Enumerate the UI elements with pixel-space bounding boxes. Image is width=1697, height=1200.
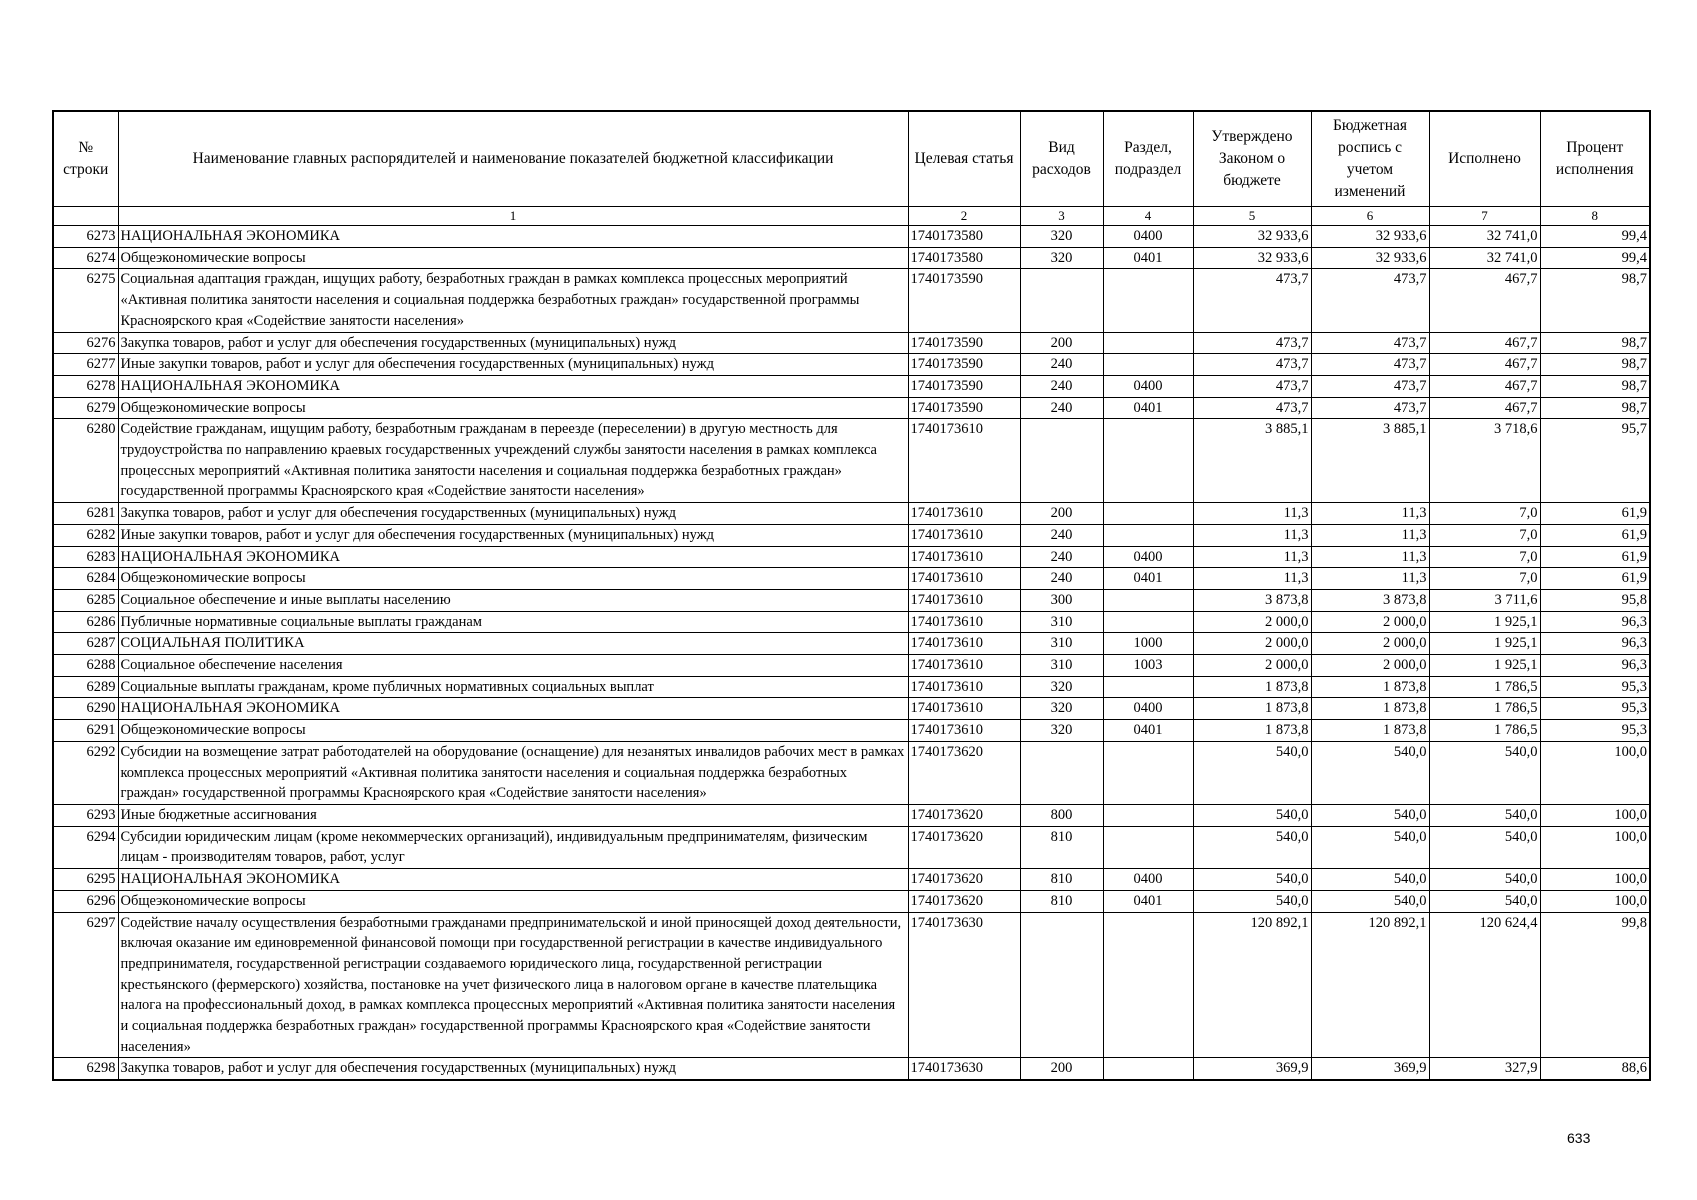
row-number-cell: 6280 xyxy=(53,419,118,503)
row-name-cell: НАЦИОНАЛЬНАЯ ЭКОНОМИКА xyxy=(118,698,908,720)
executed-value-cell: 1 786,5 xyxy=(1429,720,1540,742)
percent-value-cell: 95,3 xyxy=(1540,720,1650,742)
schedule-value-cell: 2 000,0 xyxy=(1311,611,1429,633)
target-article-cell: 1740173620 xyxy=(908,741,1020,804)
row-name-cell: Иные бюджетные ассигнования xyxy=(118,804,908,826)
table-row xyxy=(53,890,1650,912)
header-approved: Утверждено Законом о бюджете xyxy=(1193,111,1311,207)
row-number-cell: 6291 xyxy=(53,720,118,742)
approved-value-cell: 473,7 xyxy=(1193,375,1311,397)
target-article-cell: 1740173610 xyxy=(908,698,1020,720)
row-number-cell: 6290 xyxy=(53,698,118,720)
expense-type-cell: 320 xyxy=(1020,247,1103,269)
executed-value-cell: 1 786,5 xyxy=(1429,676,1540,698)
table-row xyxy=(53,633,1650,655)
schedule-value-cell: 473,7 xyxy=(1311,375,1429,397)
header-name: Наименование главных распорядителей и наименование показателей бюджетной классификации xyxy=(118,111,908,207)
section-cell xyxy=(1103,912,1193,1058)
section-cell xyxy=(1103,676,1193,698)
percent-value-cell: 100,0 xyxy=(1540,890,1650,912)
percent-value-cell: 100,0 xyxy=(1540,804,1650,826)
executed-value-cell: 540,0 xyxy=(1429,826,1540,868)
expense-type-cell xyxy=(1020,419,1103,503)
table-body xyxy=(53,226,1650,1081)
row-name-cell: Субсидии юридическим лицам (кроме некоммерческих организаций), индивидуальным предпринимателям, физическим лицам - производителям товаров, работ, услуг xyxy=(118,826,908,868)
target-article-cell: 1740173610 xyxy=(908,524,1020,546)
section-cell xyxy=(1103,269,1193,332)
executed-value-cell: 1 925,1 xyxy=(1429,611,1540,633)
section-cell: 0400 xyxy=(1103,226,1193,248)
executed-value-cell: 467,7 xyxy=(1429,397,1540,419)
section-cell xyxy=(1103,419,1193,503)
percent-value-cell: 96,3 xyxy=(1540,655,1650,677)
row-number-cell: 6278 xyxy=(53,375,118,397)
table-row xyxy=(53,568,1650,590)
approved-value-cell: 32 933,6 xyxy=(1193,226,1311,248)
target-article-cell: 1740173610 xyxy=(908,633,1020,655)
colnum-8: 8 xyxy=(1540,207,1650,226)
approved-value-cell: 2 000,0 xyxy=(1193,633,1311,655)
expense-type-cell: 200 xyxy=(1020,1058,1103,1080)
approved-value-cell: 2 000,0 xyxy=(1193,655,1311,677)
executed-value-cell: 540,0 xyxy=(1429,869,1540,891)
section-cell: 1000 xyxy=(1103,633,1193,655)
target-article-cell: 1740173630 xyxy=(908,1058,1020,1080)
schedule-value-cell: 540,0 xyxy=(1311,741,1429,804)
section-cell xyxy=(1103,741,1193,804)
approved-value-cell: 473,7 xyxy=(1193,269,1311,332)
target-article-cell: 1740173590 xyxy=(908,332,1020,354)
table-row xyxy=(53,804,1650,826)
expense-type-cell: 810 xyxy=(1020,890,1103,912)
section-cell xyxy=(1103,589,1193,611)
row-name-cell: Общеэкономические вопросы xyxy=(118,890,908,912)
table-header-row xyxy=(53,111,1650,207)
schedule-value-cell: 11,3 xyxy=(1311,546,1429,568)
row-number-cell: 6298 xyxy=(53,1058,118,1080)
approved-value-cell: 1 873,8 xyxy=(1193,720,1311,742)
row-name-cell: Иные закупки товаров, работ и услуг для обеспечения государственных (муниципальных) нужд xyxy=(118,524,908,546)
target-article-cell: 1740173620 xyxy=(908,826,1020,868)
header-budget-schedule: Бюджетная роспись с учетом изменений xyxy=(1311,111,1429,207)
target-article-cell: 1740173620 xyxy=(908,869,1020,891)
target-article-cell: 1740173610 xyxy=(908,419,1020,503)
target-article-cell: 1740173610 xyxy=(908,655,1020,677)
row-number-cell: 6297 xyxy=(53,912,118,1058)
percent-value-cell: 99,4 xyxy=(1540,247,1650,269)
table-row xyxy=(53,589,1650,611)
percent-value-cell: 61,9 xyxy=(1540,503,1650,525)
schedule-value-cell: 1 873,8 xyxy=(1311,676,1429,698)
executed-value-cell: 540,0 xyxy=(1429,890,1540,912)
row-number-cell: 6292 xyxy=(53,741,118,804)
expense-type-cell: 810 xyxy=(1020,826,1103,868)
colnum-3: 3 xyxy=(1020,207,1103,226)
approved-value-cell: 540,0 xyxy=(1193,804,1311,826)
section-cell xyxy=(1103,611,1193,633)
schedule-value-cell: 540,0 xyxy=(1311,804,1429,826)
page-number: 633 xyxy=(1567,1130,1591,1146)
expense-type-cell: 320 xyxy=(1020,226,1103,248)
expense-type-cell: 240 xyxy=(1020,524,1103,546)
row-number-cell: 6293 xyxy=(53,804,118,826)
schedule-value-cell: 11,3 xyxy=(1311,524,1429,546)
schedule-value-cell: 473,7 xyxy=(1311,332,1429,354)
approved-value-cell: 11,3 xyxy=(1193,524,1311,546)
colnum-5: 5 xyxy=(1193,207,1311,226)
row-name-cell: Общеэкономические вопросы xyxy=(118,397,908,419)
row-name-cell: Иные закупки товаров, работ и услуг для обеспечения государственных (муниципальных) нужд xyxy=(118,354,908,376)
section-cell: 0400 xyxy=(1103,546,1193,568)
expense-type-cell: 300 xyxy=(1020,589,1103,611)
table-row xyxy=(53,869,1650,891)
colnum-7: 7 xyxy=(1429,207,1540,226)
colnum-0 xyxy=(53,207,118,226)
table-row xyxy=(53,354,1650,376)
target-article-cell: 1740173590 xyxy=(908,375,1020,397)
approved-value-cell: 11,3 xyxy=(1193,503,1311,525)
expense-type-cell: 200 xyxy=(1020,332,1103,354)
approved-value-cell: 3 885,1 xyxy=(1193,419,1311,503)
target-article-cell: 1740173630 xyxy=(908,912,1020,1058)
table-row xyxy=(53,247,1650,269)
row-name-cell: Общеэкономические вопросы xyxy=(118,720,908,742)
row-name-cell: НАЦИОНАЛЬНАЯ ЭКОНОМИКА xyxy=(118,869,908,891)
executed-value-cell: 7,0 xyxy=(1429,568,1540,590)
section-cell: 0400 xyxy=(1103,698,1193,720)
header-executed: Исполнено xyxy=(1429,111,1540,207)
target-article-cell: 1740173620 xyxy=(908,890,1020,912)
expense-type-cell: 240 xyxy=(1020,568,1103,590)
row-name-cell: Социальные выплаты гражданам, кроме публичных нормативных социальных выплат xyxy=(118,676,908,698)
approved-value-cell: 32 933,6 xyxy=(1193,247,1311,269)
percent-value-cell: 98,7 xyxy=(1540,354,1650,376)
colnum-4: 4 xyxy=(1103,207,1193,226)
table-row xyxy=(53,826,1650,868)
row-name-cell: Социальная адаптация граждан, ищущих работу, безработных граждан в рамках комплекса процессных мероприятий «Активная политика занятости населения и социальная поддержка безработных граждан» государственной программы Красноярского края «Содействие занятости населения» xyxy=(118,269,908,332)
approved-value-cell: 473,7 xyxy=(1193,332,1311,354)
expense-type-cell xyxy=(1020,912,1103,1058)
expense-type-cell: 310 xyxy=(1020,655,1103,677)
expense-type-cell: 240 xyxy=(1020,375,1103,397)
row-number-cell: 6279 xyxy=(53,397,118,419)
executed-value-cell: 3 718,6 xyxy=(1429,419,1540,503)
target-article-cell: 1740173580 xyxy=(908,247,1020,269)
expense-type-cell xyxy=(1020,269,1103,332)
row-name-cell: Закупка товаров, работ и услуг для обеспечения государственных (муниципальных) нужд xyxy=(118,1058,908,1080)
section-cell xyxy=(1103,524,1193,546)
executed-value-cell: 467,7 xyxy=(1429,354,1540,376)
percent-value-cell: 95,3 xyxy=(1540,676,1650,698)
row-name-cell: Социальное обеспечение и иные выплаты населению xyxy=(118,589,908,611)
schedule-value-cell: 540,0 xyxy=(1311,826,1429,868)
section-cell xyxy=(1103,332,1193,354)
row-number-cell: 6274 xyxy=(53,247,118,269)
target-article-cell: 1740173610 xyxy=(908,546,1020,568)
target-article-cell: 1740173610 xyxy=(908,503,1020,525)
schedule-value-cell: 3 885,1 xyxy=(1311,419,1429,503)
row-number-cell: 6287 xyxy=(53,633,118,655)
percent-value-cell: 98,7 xyxy=(1540,397,1650,419)
executed-value-cell: 120 624,4 xyxy=(1429,912,1540,1058)
table-row xyxy=(53,419,1650,503)
schedule-value-cell: 120 892,1 xyxy=(1311,912,1429,1058)
executed-value-cell: 467,7 xyxy=(1429,269,1540,332)
expense-type-cell: 310 xyxy=(1020,611,1103,633)
executed-value-cell: 7,0 xyxy=(1429,524,1540,546)
target-article-cell: 1740173590 xyxy=(908,354,1020,376)
row-name-cell: Содействие началу осуществления безработными гражданами предпринимательской и иной приносящей доход деятельности, включая оказание им единовременной финансовой помощи при государственной регистрации в качестве индивидуального предпринимателя, государственной регистрации создаваемого юридического лица, государственной регистрации крестьянского (фермерского) хозяйства, постановке на учет физического лица в налоговом органе в качестве плательщика налога на профессиональный доход, в рамках комплекса процессных мероприятий «Активная политика занятости населения и социальная поддержка безработных граждан» государственной программы Красноярского края «Содействие занятости населения» xyxy=(118,912,908,1058)
executed-value-cell: 467,7 xyxy=(1429,375,1540,397)
table-row xyxy=(53,546,1650,568)
approved-value-cell: 540,0 xyxy=(1193,869,1311,891)
approved-value-cell: 120 892,1 xyxy=(1193,912,1311,1058)
expense-type-cell: 810 xyxy=(1020,869,1103,891)
executed-value-cell: 1 786,5 xyxy=(1429,698,1540,720)
row-name-cell: Закупка товаров, работ и услуг для обеспечения государственных (муниципальных) нужд xyxy=(118,503,908,525)
executed-value-cell: 327,9 xyxy=(1429,1058,1540,1080)
approved-value-cell: 1 873,8 xyxy=(1193,698,1311,720)
table-row xyxy=(53,397,1650,419)
schedule-value-cell: 2 000,0 xyxy=(1311,633,1429,655)
section-cell: 0401 xyxy=(1103,720,1193,742)
table-row xyxy=(53,655,1650,677)
row-name-cell: НАЦИОНАЛЬНАЯ ЭКОНОМИКА xyxy=(118,546,908,568)
approved-value-cell: 473,7 xyxy=(1193,397,1311,419)
expense-type-cell: 200 xyxy=(1020,503,1103,525)
table-row xyxy=(53,1058,1650,1080)
section-cell xyxy=(1103,1058,1193,1080)
colnum-6: 6 xyxy=(1311,207,1429,226)
section-cell: 1003 xyxy=(1103,655,1193,677)
section-cell xyxy=(1103,503,1193,525)
row-number-cell: 6284 xyxy=(53,568,118,590)
executed-value-cell: 7,0 xyxy=(1429,503,1540,525)
section-cell: 0401 xyxy=(1103,568,1193,590)
expense-type-cell: 240 xyxy=(1020,397,1103,419)
approved-value-cell: 2 000,0 xyxy=(1193,611,1311,633)
percent-value-cell: 88,6 xyxy=(1540,1058,1650,1080)
target-article-cell: 1740173580 xyxy=(908,226,1020,248)
section-cell xyxy=(1103,354,1193,376)
schedule-value-cell: 32 933,6 xyxy=(1311,247,1429,269)
table-row xyxy=(53,912,1650,1058)
percent-value-cell: 61,9 xyxy=(1540,546,1650,568)
target-article-cell: 1740173620 xyxy=(908,804,1020,826)
schedule-value-cell: 1 873,8 xyxy=(1311,720,1429,742)
table-row xyxy=(53,741,1650,804)
colnum-1: 1 xyxy=(118,207,908,226)
table-row xyxy=(53,503,1650,525)
header-row-number: № строки xyxy=(53,111,118,207)
target-article-cell: 1740173610 xyxy=(908,720,1020,742)
table-row xyxy=(53,269,1650,332)
row-name-cell: Общеэкономические вопросы xyxy=(118,568,908,590)
approved-value-cell: 540,0 xyxy=(1193,741,1311,804)
target-article-cell: 1740173610 xyxy=(908,568,1020,590)
row-name-cell: СОЦИАЛЬНАЯ ПОЛИТИКА xyxy=(118,633,908,655)
schedule-value-cell: 32 933,6 xyxy=(1311,226,1429,248)
row-number-cell: 6289 xyxy=(53,676,118,698)
approved-value-cell: 11,3 xyxy=(1193,546,1311,568)
row-name-cell: НАЦИОНАЛЬНАЯ ЭКОНОМИКА xyxy=(118,375,908,397)
target-article-cell: 1740173610 xyxy=(908,589,1020,611)
percent-value-cell: 96,3 xyxy=(1540,633,1650,655)
schedule-value-cell: 11,3 xyxy=(1311,503,1429,525)
schedule-value-cell: 2 000,0 xyxy=(1311,655,1429,677)
percent-value-cell: 99,8 xyxy=(1540,912,1650,1058)
percent-value-cell: 95,7 xyxy=(1540,419,1650,503)
section-cell: 0401 xyxy=(1103,397,1193,419)
section-cell: 0401 xyxy=(1103,247,1193,269)
table-row xyxy=(53,698,1650,720)
executed-value-cell: 1 925,1 xyxy=(1429,655,1540,677)
approved-value-cell: 369,9 xyxy=(1193,1058,1311,1080)
schedule-value-cell: 1 873,8 xyxy=(1311,698,1429,720)
percent-value-cell: 95,8 xyxy=(1540,589,1650,611)
percent-value-cell: 61,9 xyxy=(1540,568,1650,590)
row-name-cell: НАЦИОНАЛЬНАЯ ЭКОНОМИКА xyxy=(118,226,908,248)
executed-value-cell: 540,0 xyxy=(1429,804,1540,826)
executed-value-cell: 3 711,6 xyxy=(1429,589,1540,611)
target-article-cell: 1740173610 xyxy=(908,611,1020,633)
expense-type-cell: 240 xyxy=(1020,546,1103,568)
row-number-cell: 6273 xyxy=(53,226,118,248)
row-number-cell: 6285 xyxy=(53,589,118,611)
section-cell: 0400 xyxy=(1103,375,1193,397)
row-number-cell: 6276 xyxy=(53,332,118,354)
approved-value-cell: 11,3 xyxy=(1193,568,1311,590)
target-article-cell: 1740173590 xyxy=(908,269,1020,332)
percent-value-cell: 100,0 xyxy=(1540,741,1650,804)
schedule-value-cell: 473,7 xyxy=(1311,354,1429,376)
row-number-cell: 6286 xyxy=(53,611,118,633)
target-article-cell: 1740173590 xyxy=(908,397,1020,419)
schedule-value-cell: 369,9 xyxy=(1311,1058,1429,1080)
header-target-article: Целевая статья xyxy=(908,111,1020,207)
table-row xyxy=(53,226,1650,248)
budget-execution-table xyxy=(52,110,1651,1081)
row-name-cell: Публичные нормативные социальные выплаты гражданам xyxy=(118,611,908,633)
expense-type-cell xyxy=(1020,741,1103,804)
schedule-value-cell: 540,0 xyxy=(1311,869,1429,891)
percent-value-cell: 100,0 xyxy=(1540,826,1650,868)
header-section: Раздел, подраздел xyxy=(1103,111,1193,207)
row-name-cell: Субсидии на возмещение затрат работодателей на оборудование (оснащение) для незанятых инвалидов рабочих мест в рамках комплекса процессных мероприятий «Активная политика занятости населения и социальная поддержка безработных граждан» государственной программы Красноярского края «Содействие занятости населения» xyxy=(118,741,908,804)
table-row xyxy=(53,720,1650,742)
row-number-cell: 6295 xyxy=(53,869,118,891)
expense-type-cell: 320 xyxy=(1020,720,1103,742)
percent-value-cell: 99,4 xyxy=(1540,226,1650,248)
row-number-cell: 6296 xyxy=(53,890,118,912)
percent-value-cell: 95,3 xyxy=(1540,698,1650,720)
percent-value-cell: 98,7 xyxy=(1540,332,1650,354)
executed-value-cell: 32 741,0 xyxy=(1429,247,1540,269)
approved-value-cell: 540,0 xyxy=(1193,890,1311,912)
row-name-cell: Закупка товаров, работ и услуг для обеспечения государственных (муниципальных) нужд xyxy=(118,332,908,354)
table-row xyxy=(53,375,1650,397)
row-number-cell: 6282 xyxy=(53,524,118,546)
header-expense-type: Вид расходов xyxy=(1020,111,1103,207)
approved-value-cell: 473,7 xyxy=(1193,354,1311,376)
executed-value-cell: 467,7 xyxy=(1429,332,1540,354)
schedule-value-cell: 11,3 xyxy=(1311,568,1429,590)
percent-value-cell: 98,7 xyxy=(1540,375,1650,397)
approved-value-cell: 540,0 xyxy=(1193,826,1311,868)
percent-value-cell: 100,0 xyxy=(1540,869,1650,891)
section-cell xyxy=(1103,826,1193,868)
expense-type-cell: 320 xyxy=(1020,676,1103,698)
table-row xyxy=(53,676,1650,698)
section-cell: 0401 xyxy=(1103,890,1193,912)
schedule-value-cell: 473,7 xyxy=(1311,397,1429,419)
executed-value-cell: 1 925,1 xyxy=(1429,633,1540,655)
row-number-cell: 6283 xyxy=(53,546,118,568)
row-number-cell: 6275 xyxy=(53,269,118,332)
table-row xyxy=(53,524,1650,546)
row-number-cell: 6294 xyxy=(53,826,118,868)
header-percent: Процент исполнения xyxy=(1540,111,1650,207)
executed-value-cell: 32 741,0 xyxy=(1429,226,1540,248)
row-number-cell: 6288 xyxy=(53,655,118,677)
percent-value-cell: 96,3 xyxy=(1540,611,1650,633)
table-row xyxy=(53,611,1650,633)
percent-value-cell: 61,9 xyxy=(1540,524,1650,546)
column-number-row xyxy=(53,207,1650,226)
expense-type-cell: 320 xyxy=(1020,698,1103,720)
schedule-value-cell: 473,7 xyxy=(1311,269,1429,332)
schedule-value-cell: 540,0 xyxy=(1311,890,1429,912)
approved-value-cell: 3 873,8 xyxy=(1193,589,1311,611)
row-number-cell: 6281 xyxy=(53,503,118,525)
expense-type-cell: 240 xyxy=(1020,354,1103,376)
expense-type-cell: 310 xyxy=(1020,633,1103,655)
row-name-cell: Содействие гражданам, ищущим работу, безработным гражданам в переезде (переселении) в другую местность для трудоустройства по направлению краевых государственных учреждений службы занятости населения в рамках комплекса процессных мероприятий «Активная политика занятости населения и социальная поддержка безработных граждан» государственной программы Красноярского края «Содействие занятости населения» xyxy=(118,419,908,503)
row-name-cell: Общеэкономические вопросы xyxy=(118,247,908,269)
row-number-cell: 6277 xyxy=(53,354,118,376)
target-article-cell: 1740173610 xyxy=(908,676,1020,698)
expense-type-cell: 800 xyxy=(1020,804,1103,826)
executed-value-cell: 7,0 xyxy=(1429,546,1540,568)
percent-value-cell: 98,7 xyxy=(1540,269,1650,332)
section-cell: 0400 xyxy=(1103,869,1193,891)
approved-value-cell: 1 873,8 xyxy=(1193,676,1311,698)
executed-value-cell: 540,0 xyxy=(1429,741,1540,804)
schedule-value-cell: 3 873,8 xyxy=(1311,589,1429,611)
colnum-2: 2 xyxy=(908,207,1020,226)
table-row xyxy=(53,332,1650,354)
row-name-cell: Социальное обеспечение населения xyxy=(118,655,908,677)
section-cell xyxy=(1103,804,1193,826)
